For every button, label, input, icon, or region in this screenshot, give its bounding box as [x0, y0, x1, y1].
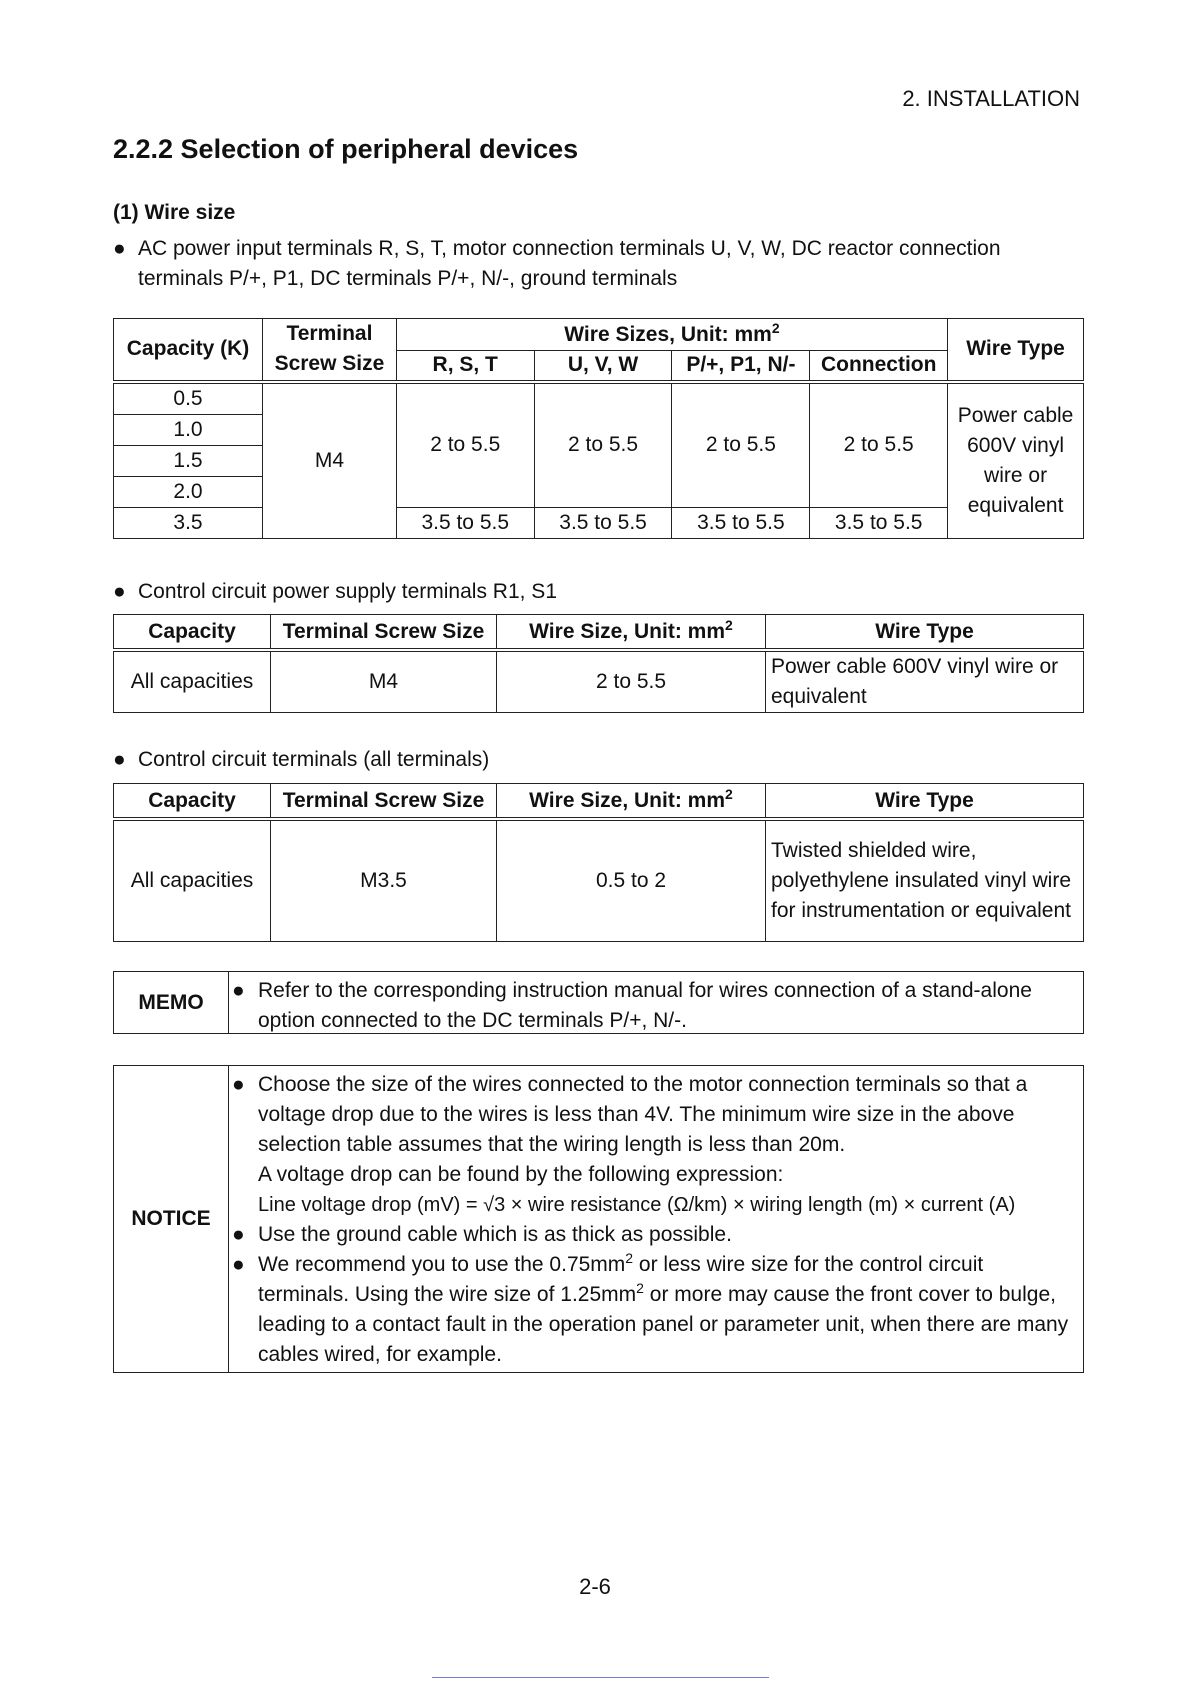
- wire-type-cell: Power cable 600V vinyl wire or equivalent: [766, 650, 1084, 713]
- bullet-main-terminals: [113, 234, 1073, 294]
- header-capacity: Capacity: [114, 615, 271, 651]
- header-wire-type: Wire Type: [766, 784, 1084, 820]
- uvw-cell: 2 to 5.5: [534, 382, 672, 508]
- notice-item-ground-cable: [232, 1220, 1077, 1250]
- connection-cell: 3.5 to 5.5: [810, 507, 948, 538]
- memo-label: MEMO: [114, 972, 229, 1033]
- capacity-cell: 1.0: [114, 414, 263, 445]
- capacity-cell: 2.0: [114, 476, 263, 507]
- section-title: 2.2.2 Selection of peripheral devices: [113, 134, 579, 164]
- wire-size-cell: 0.5 to 2: [497, 819, 766, 942]
- bullet-control-power: [113, 577, 1073, 607]
- pp1n-cell: 2 to 5.5: [672, 382, 810, 508]
- bullet-icon: ●: [232, 1223, 245, 1246]
- header-wire-size: Wire Size, Unit: $mm^2$: [497, 615, 766, 651]
- capacity-cell: All capacities: [114, 650, 271, 713]
- header-screw-size: Terminal Screw Size: [263, 319, 397, 382]
- bullet-icon: ●: [113, 237, 126, 260]
- page-number: 2-6: [579, 1574, 611, 1599]
- header-wire-type: Wire Type: [766, 615, 1084, 651]
- notice-item1-text: Choose the size of the wires connected to the motor connection terminals so that a voltage drop due to the wires is less than 4V. The minimum wire size in the above selection table assumes that the wiring length is less than 20m.: [258, 1073, 1028, 1156]
- bullet-icon: ●: [232, 1073, 245, 1096]
- bullet-text: Control circuit power supply terminals R1, S1: [138, 580, 557, 603]
- control-power-table: [113, 614, 1084, 713]
- subsection-title: (1) Wire size: [113, 201, 236, 224]
- bullet-icon: ●: [113, 580, 126, 603]
- notice-label: NOTICE: [114, 1066, 229, 1372]
- chapter-header: 2. INSTALLATION: [902, 86, 1080, 111]
- notice-box: [113, 1065, 1084, 1373]
- pp1n-cell: 3.5 to 5.5: [672, 507, 810, 538]
- square-root-icon: √: [483, 1194, 495, 1216]
- bullet-icon: ●: [232, 979, 245, 1002]
- capacity-cell: 1.5: [114, 445, 263, 476]
- screw-size-cell: M4: [271, 650, 497, 713]
- wire-type-cell: Power cable 600V vinyl wire or equivalent: [948, 382, 1084, 539]
- memo-item: [232, 976, 1077, 1036]
- notice-item2-text: Use the ground cable which is as thick as possible.: [258, 1223, 732, 1246]
- control-terminals-table: [113, 783, 1084, 942]
- voltage-drop-formula: Line voltage drop (mV) = √3 × wire resistance (Ω/km) × wiring length (m) × current (A): [258, 1194, 1016, 1216]
- notice-item3-text: We recommend you to use the $0.75mm^2$ or less wire size for the control circuit terminals. Using the wire size of $1.25mm^2$ or more may cause the front cover to bulge, leading to a contact fault in the operation panel or parameter unit, when there are many cables wired, for example.: [258, 1250, 1069, 1366]
- header-screw-size: Terminal Screw Size: [271, 784, 497, 820]
- notice-item-voltage-drop: [232, 1070, 1077, 1220]
- header-screw-size: Terminal Screw Size: [271, 615, 497, 651]
- connection-cell: 2 to 5.5: [810, 382, 948, 508]
- bullet-text: AC power input terminals R, S, T, motor connection terminals U, V, W, DC reactor connection terminals P/+, P1, DC terminals P/+, N/-, ground terminals: [138, 237, 1001, 290]
- footer-rule: [432, 1677, 769, 1678]
- memo-box: [113, 971, 1084, 1034]
- header-wire-sizes: Wire Sizes, Unit: $mm^2$: [396, 319, 947, 351]
- bullet-text: Control circuit terminals (all terminals): [138, 748, 490, 771]
- rst-cell: 3.5 to 5.5: [396, 507, 534, 538]
- wire-type-cell: Twisted shielded wire, polyethylene insulated vinyl wire for instrumentation or equivalent: [766, 819, 1084, 942]
- header-capacity: Capacity: [114, 784, 271, 820]
- header-uvw: U, V, W: [534, 351, 672, 382]
- uvw-cell: 3.5 to 5.5: [534, 507, 672, 538]
- notice-item-control-wire: [232, 1250, 1077, 1370]
- main-wire-size-table: [113, 318, 1084, 539]
- capacity-cell: 0.5: [114, 382, 263, 415]
- header-wire-size: Wire Size, Unit: $mm^2$: [497, 784, 766, 820]
- capacity-cell: 3.5: [114, 507, 263, 538]
- header-rst: R, S, T: [396, 351, 534, 382]
- header-wire-type: Wire Type: [948, 319, 1084, 382]
- screw-size-cell: M3.5: [271, 819, 497, 942]
- header-connection: Connection: [810, 351, 948, 382]
- bullet-icon: ●: [232, 1253, 245, 1276]
- capacity-cell: All capacities: [114, 819, 271, 942]
- bullet-control-terminals: [113, 745, 1073, 775]
- screw-size-cell: M4: [263, 382, 397, 539]
- memo-text: Refer to the corresponding instruction manual for wires connection of a stand-alone option connected to the DC terminals P/+, N/-.: [258, 979, 1032, 1032]
- notice-item1-line2: A voltage drop can be found by the following expression:: [258, 1163, 784, 1186]
- header-capacity: Capacity (K): [114, 319, 263, 382]
- wire-size-cell: 2 to 5.5: [497, 650, 766, 713]
- bullet-icon: ●: [113, 748, 126, 771]
- rst-cell: 2 to 5.5: [396, 382, 534, 508]
- header-pp1n: P/+, P1, N/-: [672, 351, 810, 382]
